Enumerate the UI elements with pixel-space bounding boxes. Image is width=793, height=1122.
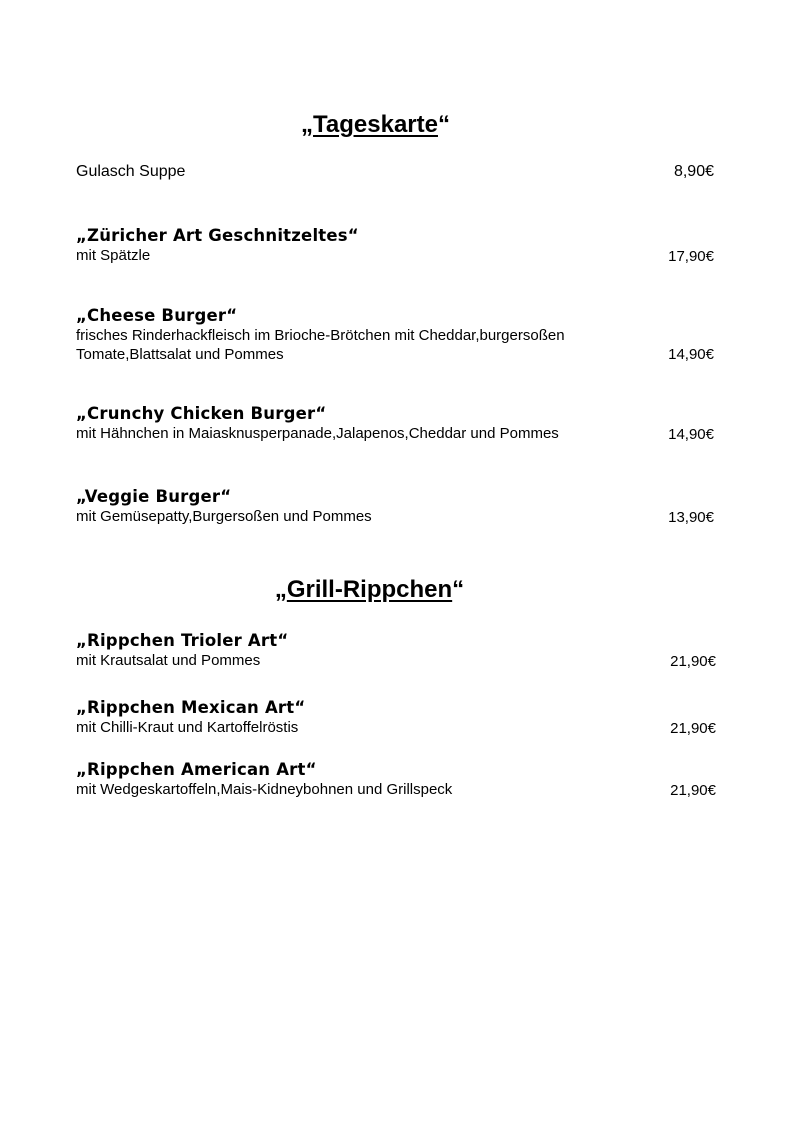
- menu-item: [76, 404, 716, 443]
- heading-open-quote: „: [274, 576, 287, 603]
- dish-name: „Veggie Burger“: [76, 487, 232, 506]
- dish-price: 14,90€: [668, 346, 714, 363]
- heading-text: Tageskarte: [313, 111, 438, 138]
- menu-item-soup: [76, 162, 716, 182]
- dish-description: mit Krautsalat und Pommes: [76, 652, 261, 669]
- heading-text: Grill-Rippchen: [286, 576, 453, 603]
- dish-price: 17,90€: [668, 248, 714, 265]
- grill-heading: [0, 575, 766, 605]
- dish-price: 13,90€: [668, 509, 714, 526]
- heading-open-quote: „: [301, 111, 314, 138]
- dish-description: mit Hähnchen in Maiasknusperpanade,Jalapenos,Cheddar und Pommes: [76, 425, 559, 442]
- dish-name: Gulasch Suppe: [76, 163, 186, 180]
- dish-name: „Rippchen American Art“: [76, 760, 317, 779]
- dish-price: 21,90€: [670, 782, 716, 799]
- dish-description: mit Spätzle: [76, 247, 151, 264]
- menu-item: [76, 226, 716, 265]
- dish-name: „Züricher Art Geschnitzeltes“: [76, 226, 359, 245]
- heading-close-quote: “: [437, 111, 450, 138]
- menu-item: [76, 760, 716, 799]
- menu-item: [76, 698, 716, 737]
- menu-item: [76, 306, 716, 364]
- dish-description: Tomate,Blattsalat und Pommes: [76, 346, 284, 363]
- dish-price: 8,90€: [673, 163, 714, 180]
- dish-description: mit Chilli-Kraut und Kartoffelröstis: [76, 719, 299, 736]
- dish-price: 14,90€: [668, 426, 714, 443]
- dish-price: 21,90€: [670, 720, 716, 737]
- dish-description: frisches Rinderhackfleisch im Brioche-Brötchen mit Cheddar,burgersoßen: [76, 327, 565, 344]
- dish-name: „Crunchy Chicken Burger“: [76, 404, 327, 423]
- dish-name: „Cheese Burger“: [76, 306, 238, 325]
- tageskarte-heading: [0, 110, 772, 140]
- menu-item: [76, 487, 716, 526]
- menu-item: [76, 631, 716, 670]
- dish-description: mit Wedgeskartoffeln,Mais-Kidneybohnen und Grillspeck: [76, 781, 453, 798]
- dish-name: „Rippchen Mexican Art“: [76, 698, 306, 717]
- dish-description: mit Gemüsepatty,Burgersoßen und Pommes: [76, 508, 372, 525]
- heading-close-quote: “: [452, 576, 465, 603]
- dish-name: „Rippchen Trioler Art“: [76, 631, 289, 650]
- dish-price: 21,90€: [670, 653, 716, 670]
